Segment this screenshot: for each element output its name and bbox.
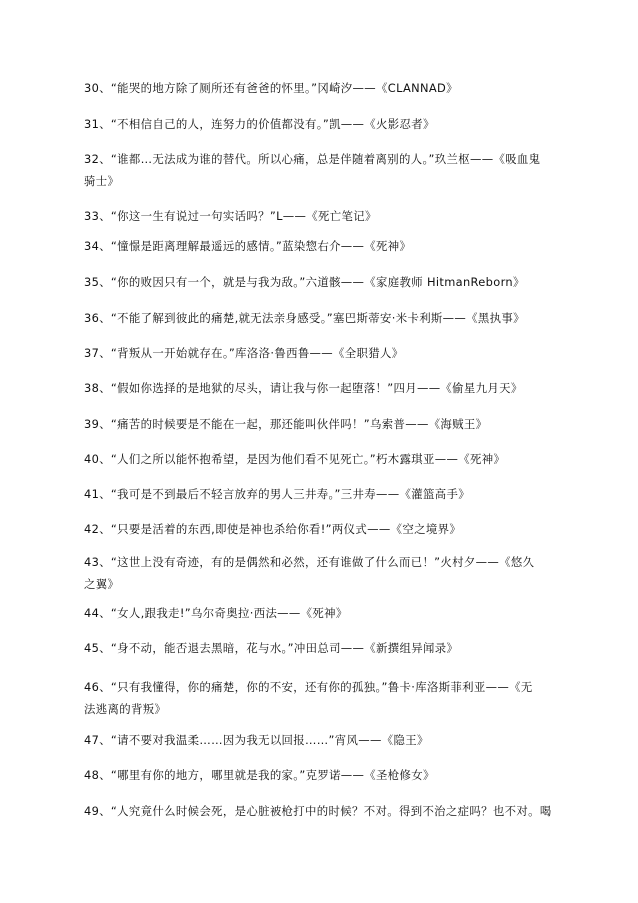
quote-entry-30: 30、“能哭的地方除了厕所还有爸爸的怀里。”冈崎汐——《CLANNAD》 [84,81,458,95]
quote-entry-48: 48、“哪里有你的地方，哪里就是我的家。”克罗诺——《圣枪修女》 [84,768,435,782]
quote-entry-45: 45、“身不动，能否退去黑暗，花与水。”冲田总司——《新撰组异闻录》 [84,641,459,655]
quote-entry-34: 34、“憧憬是距离理解最遥远的感情。”蓝染惣右介——《死神》 [84,239,412,253]
quote-entry-41: 41、“我可是不到最后不轻言放弃的男人三井寿。”三井寿——《灌篮高手》 [84,487,470,501]
quote-entry-36: 36、“不能了解到彼此的痛楚,就无法亲身感受。”塞巴斯蒂安·米卡利斯——《黑执事》 [84,311,525,325]
quote-entry-46: 46、“只有我懂得，你的痛楚，你的不安，还有你的孤独。”鲁卡·库洛斯菲利亚——《无法逃离的背叛》 [84,680,533,716]
quote-entry-40: 40、“人们之所以能怀抱希望，是因为他们看不见死亡。”朽木露琪亚——《死神》 [84,452,506,466]
quote-entry-39: 39、“痛苦的时候要是不能在一起，那还能叫伙伴吗！”乌索普——《海贼王》 [84,417,488,431]
quote-entry-32: 32、“谁都…无法成为谁的替代。所以心痛，总是伴随着离别的人。”玖兰枢——《吸血鬼骑士》 [84,152,541,188]
quote-entry-47: 47、“请不要对我温柔……因为我无以回报……”宵风——《隐王》 [84,733,429,747]
quote-entry-35: 35、“你的败因只有一个，就是与我为敌。”六道骸——《家庭教师 HitmanReborn》 [84,275,525,289]
quote-entry-49: 49、“人究竟什么时候会死，是心脏被枪打中的时候？不对。得到不治之症吗？也不对。喝 [84,804,552,818]
quote-entry-33: 33、“你这一生有说过一句实话吗？”L——《死亡笔记》 [84,209,377,223]
quote-entry-38: 38、“假如你选择的是地狱的尽头，请让我与你一起堕落！”四月——《偷星九月天》 [84,381,523,395]
quote-entry-31: 31、“不相信自己的人，连努力的价值都没有。”凯——《火影忍者》 [84,117,435,131]
quote-entry-43: 43、“这世上没有奇迹，有的是偶然和必然，还有谁做了什么而已！”火村夕——《悠久之翼》 [84,555,535,591]
quote-entry-37: 37、“背叛从一开始就存在。”库洛洛·鲁西鲁——《全职猎人》 [84,346,404,360]
quote-entry-44: 44、“女人,跟我走!”乌尔奇奥拉·西法——《死神》 [84,606,348,620]
quote-entry-42: 42、“只要是活着的东西,即使是神也杀给你看!”两仪式——《空之境界》 [84,522,462,536]
